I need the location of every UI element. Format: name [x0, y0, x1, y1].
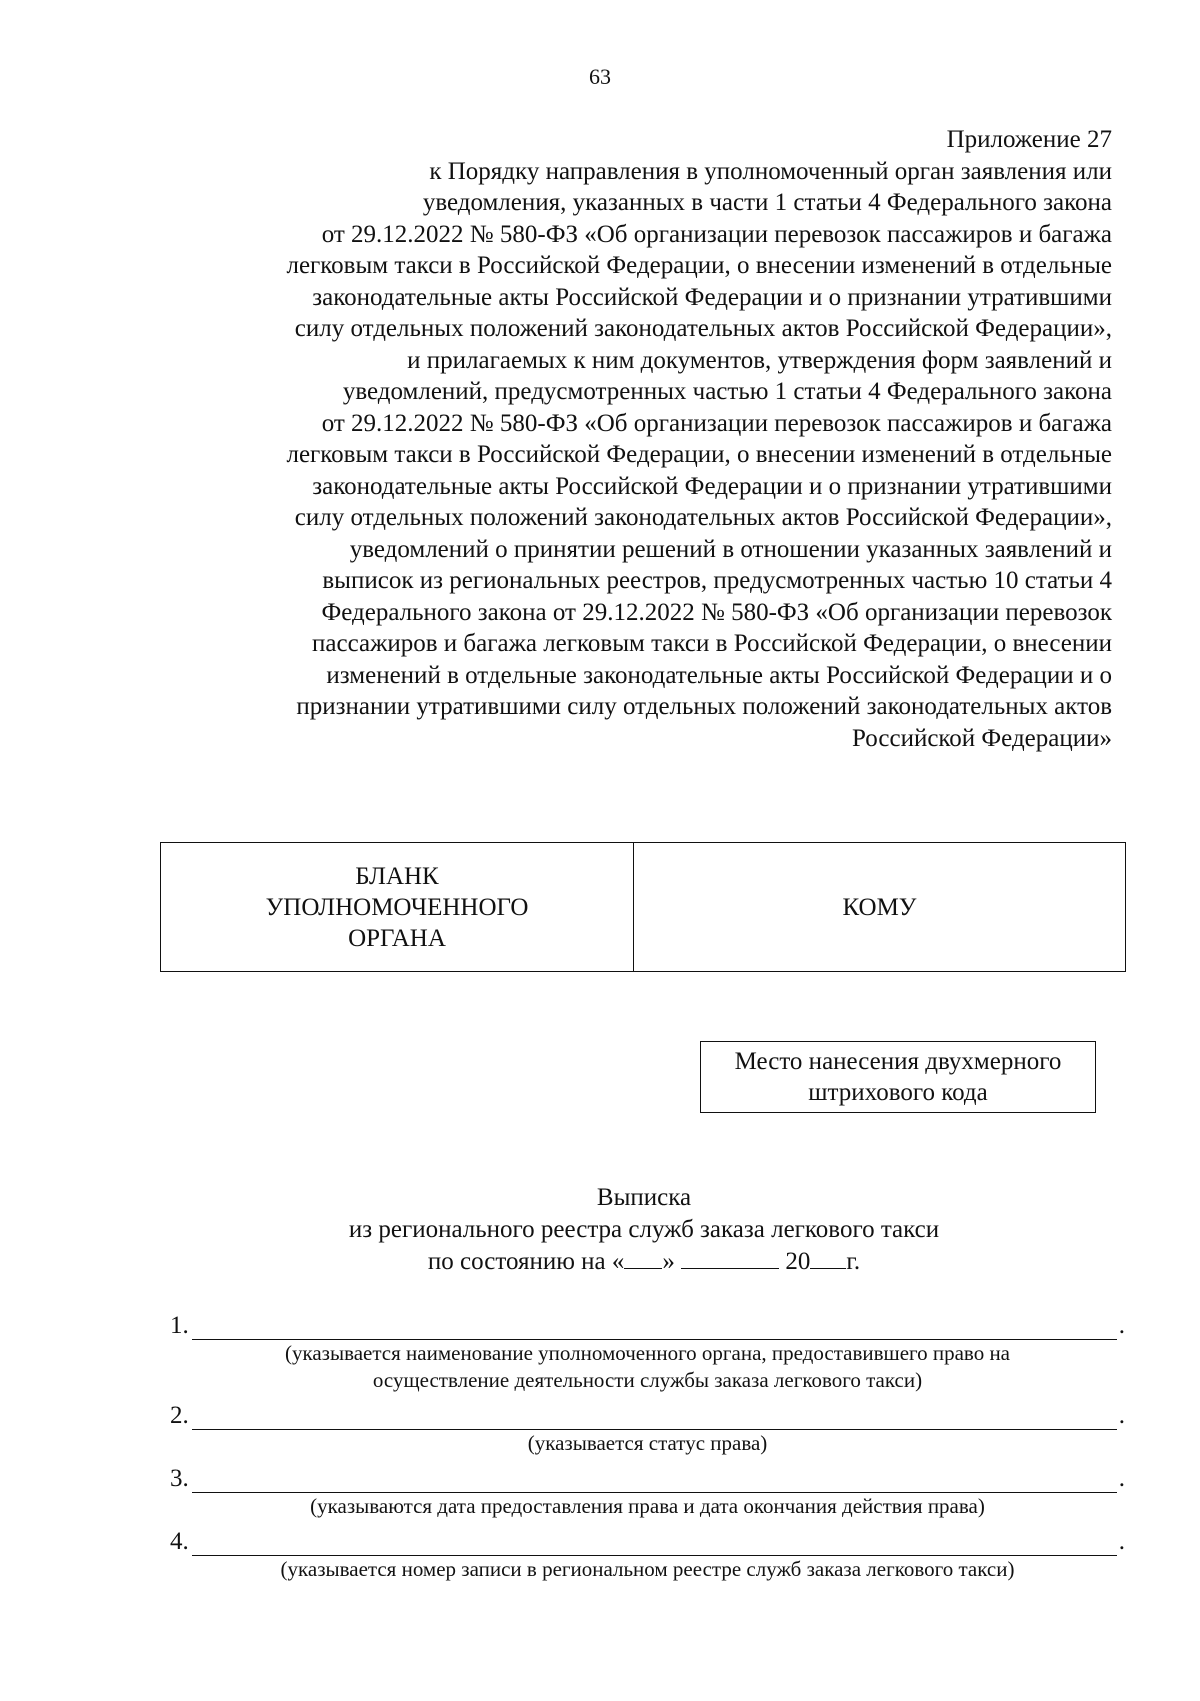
appendix-line: законодательные акты Российской Федерации и о признании утратившими: [312, 283, 1112, 311]
appendix-line: Федерального закона от 29.12.2022 № 580-ФЗ «Об организации перевозок: [321, 598, 1112, 626]
authority-letterhead-cell: [161, 843, 634, 972]
appendix-line: к Порядку направления в уполномоченный орган заявления или: [429, 157, 1112, 185]
appendix-line: силу отдельных положений законодательных актов Российской Федерации»,: [294, 315, 1112, 342]
document-title: Выписка: [596, 1184, 692, 1211]
appendix-line: легковым такси в Российской Федерации, о внесении изменений в отдельные: [286, 441, 1112, 468]
appendix-line: легковым такси в Российской Федерации, о внесении изменений в отдельные: [286, 252, 1112, 279]
field-row-2: [170, 1400, 1125, 1430]
date-suffix: г.: [846, 1248, 861, 1275]
recipient-label: КОМУ: [842, 893, 917, 921]
date-prefix: по состоянию на «: [427, 1248, 625, 1275]
date-mid: »: [662, 1248, 675, 1275]
recipient-cell: [634, 843, 1126, 972]
year-blank: [810, 1246, 846, 1269]
appendix-line: от 29.12.2022 № 580-ФЗ «Об организации перевозок пассажиров и багажа: [321, 409, 1112, 437]
field-blank-line: [192, 1403, 1117, 1430]
field-note-3: [170, 1493, 1125, 1520]
barcode-placeholder: [700, 1041, 1096, 1113]
date-year: 20: [785, 1248, 811, 1275]
field-note-line: (указываются дата предоставления права и дата окончания действия права): [310, 1494, 985, 1518]
field-blank-line: [192, 1529, 1117, 1556]
field-dot: .: [1118, 1465, 1125, 1492]
field-note-line: (указывается статус права): [527, 1431, 768, 1455]
appendix-line: от 29.12.2022 № 580-ФЗ «Об организации перевозок пассажиров и багажа: [321, 220, 1112, 248]
appendix-line: уведомления, указанных в части 1 статьи 4 Федерального закона: [422, 189, 1112, 216]
field-dot: .: [1118, 1528, 1125, 1555]
month-blank: [681, 1246, 779, 1269]
field-dot: .: [1118, 1402, 1125, 1429]
field-note-line: осуществление деятельности службы заказа легкового такси): [372, 1368, 923, 1392]
field-number: 2.: [170, 1402, 189, 1429]
appendix-line: пассажиров и багажа легковым такси в Российской Федерации, о внесении: [312, 630, 1112, 657]
field-row-4: [170, 1526, 1125, 1556]
appendix-line: законодательные акты Российской Федерации и о признании утратившими: [312, 472, 1112, 500]
letterhead-line: БЛАНК: [355, 862, 439, 890]
field-number: 3.: [170, 1465, 189, 1492]
appendix-line: Российской Федерации»: [851, 724, 1112, 752]
appendix-description: [286, 156, 1112, 755]
appendix-title: Приложение 27: [946, 126, 1112, 153]
letterhead-line: УПОЛНОМОЧЕННОГО: [265, 893, 529, 921]
page-number: 63: [589, 64, 611, 89]
barcode-label-line: штрихового кода: [808, 1079, 988, 1106]
field-row-3: [170, 1463, 1125, 1493]
appendix-line: уведомлений о принятии решений в отношении указанных заявлений и: [349, 535, 1112, 563]
field-row-1: [170, 1310, 1125, 1340]
field-note-2: [170, 1430, 1125, 1457]
barcode-label-line: Место нанесения двухмерного: [734, 1048, 1062, 1075]
field-blank-line: [192, 1466, 1117, 1493]
document-subtitle: из регионального реестра служб заказа легкового такси: [348, 1216, 940, 1243]
day-blank: [624, 1246, 662, 1269]
field-dot: .: [1118, 1312, 1125, 1339]
header-table: [160, 842, 1126, 972]
document-date-line: [0, 1246, 1200, 1277]
appendix-line: изменений в отдельные законодательные акты Российской Федерации и о: [326, 661, 1112, 689]
field-blank-line: [192, 1313, 1117, 1340]
field-note-4: [170, 1556, 1125, 1583]
field-note-line: (указывается номер записи в региональном реестре служб заказа легкового такси): [280, 1557, 1015, 1581]
appendix-line: уведомлений, предусмотренных частью 1 статьи 4 Федерального закона: [342, 378, 1112, 405]
field-number: 1.: [170, 1312, 189, 1339]
appendix-line: силу отдельных положений законодательных актов Российской Федерации»,: [294, 504, 1112, 531]
field-note-line: (указывается наименование уполномоченного органа, предоставившего право на: [284, 1341, 1011, 1365]
extract-fields: [170, 1310, 1125, 1583]
appendix-header: [286, 124, 1112, 754]
appendix-line: признании утратившими силу отдельных положений законодательных актов: [296, 693, 1112, 720]
field-note-1: [170, 1340, 1125, 1394]
appendix-line: выписок из региональных реестров, предусмотренных частью 10 статьи 4: [322, 567, 1112, 594]
field-number: 4.: [170, 1528, 189, 1555]
letterhead-line: ОРГАНА: [348, 924, 446, 952]
appendix-line: и прилагаемых к ним документов, утверждения форм заявлений и: [407, 346, 1112, 374]
